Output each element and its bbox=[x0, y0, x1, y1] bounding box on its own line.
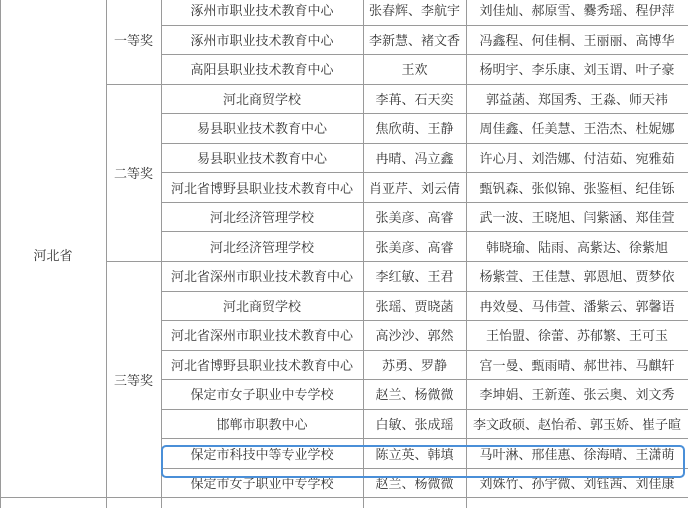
teacher-cell: 李新慧、褚文香 bbox=[368, 33, 460, 49]
student-cell: 王怡盟、徐蕾、苏郁繁、王可玉 bbox=[485, 329, 668, 345]
student-cell: 李坤娟、王新莲、张云奥、刘文秀 bbox=[479, 388, 675, 404]
school-cell: 涿州市职业技术教育中心 bbox=[190, 4, 334, 20]
school-cell: 易县职业技术教育中心 bbox=[196, 152, 327, 168]
student-cell: 宫一曼、甄雨晴、郝世祎、马麒轩 bbox=[479, 358, 675, 374]
student-cell: 武一波、王晓旭、闫紫涵、郑佳萱 bbox=[479, 211, 675, 227]
school-cell: 保定市女子职业中专学校 bbox=[190, 388, 334, 404]
award-level-cell: 一等奖 bbox=[113, 33, 153, 49]
teacher-cell: 张瑶、贾晓菡 bbox=[375, 299, 454, 315]
teacher-cell: 陈立英、韩填 bbox=[375, 447, 454, 463]
teacher-cell: 王欢 bbox=[401, 63, 428, 79]
student-cell: 马叶淋、邢佳惠、徐海晴、王潇萌 bbox=[479, 447, 675, 463]
province-cell: 河北省 bbox=[33, 248, 73, 264]
school-cell: 河北商贸学校 bbox=[222, 299, 301, 315]
school-cell: 河北省深州市职业技术教育中心 bbox=[170, 270, 353, 286]
student-cell: 韩晓瑜、陆雨、高紫达、徐紫旭 bbox=[485, 240, 668, 256]
school-cell: 保定市女子职业中专学校 bbox=[190, 477, 334, 493]
teacher-cell: 冉晴、冯立鑫 bbox=[375, 152, 454, 168]
student-cell: 冉效曼、马伟萱、潘紫云、郭馨语 bbox=[479, 299, 675, 315]
student-cell: 冯鑫程、何佳桐、王丽丽、高博华 bbox=[479, 33, 675, 49]
school-cell: 河北省博野县职业技术教育中心 bbox=[170, 181, 353, 197]
teacher-cell: 李苒、石天奕 bbox=[375, 92, 454, 108]
student-cell: 杨明宇、李乐康、刘玉谓、叶子豪 bbox=[479, 63, 675, 79]
student-cell: 刘佳灿、郝原雪、爨秀瑶、程伊萍 bbox=[479, 4, 675, 20]
teacher-cell: 张美彦、高睿 bbox=[375, 211, 454, 227]
school-cell: 邯郸市职教中心 bbox=[216, 417, 308, 433]
school-cell: 高阳县职业技术教育中心 bbox=[190, 63, 334, 79]
school-cell: 河北省博野县职业技术教育中心 bbox=[170, 358, 353, 374]
school-cell: 河北省深州市职业技术教育中心 bbox=[170, 329, 353, 345]
award-level-cell: 二等奖 bbox=[113, 166, 153, 182]
award-level-cell: 三等奖 bbox=[113, 373, 153, 389]
student-cell: 杨紫萱、王佳慧、郭恩旭、贾梦依 bbox=[479, 270, 675, 286]
student-cell: 许心月、刘浩娜、付洁茹、宛雅茹 bbox=[479, 152, 675, 168]
teacher-cell: 赵兰、杨微微 bbox=[375, 477, 454, 493]
school-cell: 保定市科技中等专业学校 bbox=[190, 447, 334, 463]
school-cell: 易县职业技术教育中心 bbox=[196, 122, 327, 138]
student-cell: 李文政硕、赵怡希、郭玉娇、崔子暄 bbox=[472, 417, 681, 433]
teacher-cell: 高沙沙、郭然 bbox=[375, 329, 454, 345]
student-cell: 甄钒森、张似锦、张鉴桓、纪佳铄 bbox=[479, 181, 675, 197]
teacher-cell: 李红敏、王君 bbox=[375, 270, 454, 286]
school-cell: 涿州市职业技术教育中心 bbox=[190, 33, 334, 49]
school-cell: 河北经济管理学校 bbox=[209, 240, 314, 256]
student-cell: 郭益菡、郑国秀、王淼、师天祎 bbox=[485, 92, 668, 108]
student-cell: 周佳鑫、任美慧、王浩杰、杜妮娜 bbox=[479, 122, 675, 138]
school-cell: 河北经济管理学校 bbox=[209, 211, 314, 227]
teacher-cell: 肖亚芹、刘云倩 bbox=[368, 181, 460, 197]
student-cell: 刘姝竹、孙宇微、刘钰茜、刘佳康 bbox=[479, 477, 675, 493]
school-cell: 河北商贸学校 bbox=[222, 92, 301, 108]
teacher-cell: 苏勇、罗静 bbox=[381, 358, 447, 374]
teacher-cell: 焦欣萌、王静 bbox=[375, 122, 454, 138]
teacher-cell: 张春辉、李航宇 bbox=[368, 4, 460, 20]
teacher-cell: 张美彦、高睿 bbox=[375, 240, 454, 256]
teacher-cell: 赵兰、杨微微 bbox=[375, 388, 454, 404]
teacher-cell: 白敏、张成瑶 bbox=[375, 417, 454, 433]
